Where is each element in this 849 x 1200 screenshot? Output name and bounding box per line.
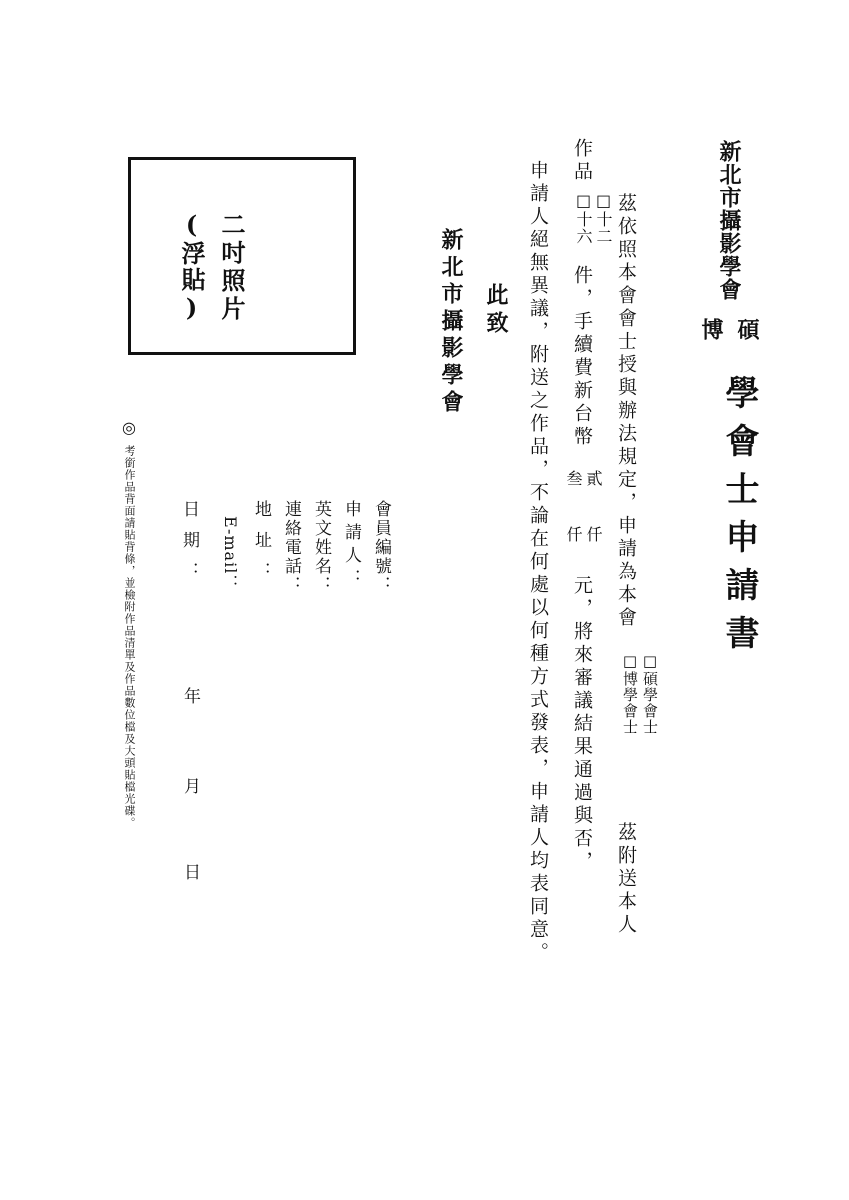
fee-amount-3000: 叁仟 bbox=[564, 470, 583, 582]
fellowship-option-master[interactable]: □碩學會士 bbox=[641, 652, 659, 735]
note-bullet-icon: ◎ bbox=[122, 418, 136, 437]
email-label: E-mail： bbox=[221, 516, 240, 592]
work-count-option-12[interactable]: □十二 bbox=[594, 191, 613, 245]
photo-mount-label: (浮貼) bbox=[177, 210, 206, 324]
body-line2-prefix: 作品 bbox=[571, 138, 593, 184]
applicant-fields bbox=[180, 500, 400, 620]
submission-note: 考銜作品背面請貼背條，並檢附作品清單及作品數位檔及大頭貼檔光碟。 bbox=[123, 445, 136, 829]
recipient-name: 新北市攝影學會 bbox=[438, 228, 464, 417]
date-year-unit: 年 bbox=[184, 687, 201, 707]
work-count-option-16[interactable]: □十六 bbox=[574, 191, 593, 245]
degree-option-doctor: 博 bbox=[698, 318, 724, 340]
date-day-unit: 日 bbox=[184, 863, 201, 883]
fellowship-option-doctor[interactable]: □博學會士 bbox=[621, 652, 639, 735]
body-line3: 申請人絕無異議，附送之作品，不論在何處以何種方式發表，申請人均表同意。 bbox=[527, 160, 549, 965]
english-name-label: 英文姓名： bbox=[311, 500, 331, 595]
body-line1-prefix: 茲依照本會會士授與辦法規定，申請為本會 bbox=[615, 193, 637, 630]
degree-option-master: 碩 bbox=[734, 318, 760, 340]
date-label: 日期： bbox=[179, 500, 199, 593]
phone-label: 連絡電話： bbox=[281, 500, 301, 595]
closing-phrase: 此致 bbox=[483, 283, 509, 339]
address-label: 地址： bbox=[251, 500, 271, 593]
organization-name: 新北市攝影學會 bbox=[716, 140, 742, 301]
photo-placeholder-box bbox=[128, 157, 356, 355]
form-title: 學會士申請書 bbox=[719, 375, 759, 663]
body-line2-mid: 件，手續費新台幣 bbox=[571, 265, 593, 449]
fee-amount-2000: 貳仟 bbox=[584, 470, 603, 582]
date-month-unit: 月 bbox=[184, 777, 201, 797]
body-line1-suffix: 茲附送本人 bbox=[615, 822, 637, 937]
member-number-label: 會員編號： bbox=[371, 500, 391, 595]
photo-size-label: 二吋照片 bbox=[217, 212, 246, 324]
body-line2-suffix: 元，將來審議結果通過與否， bbox=[571, 575, 593, 874]
applicant-label: 申請人： bbox=[341, 500, 361, 592]
